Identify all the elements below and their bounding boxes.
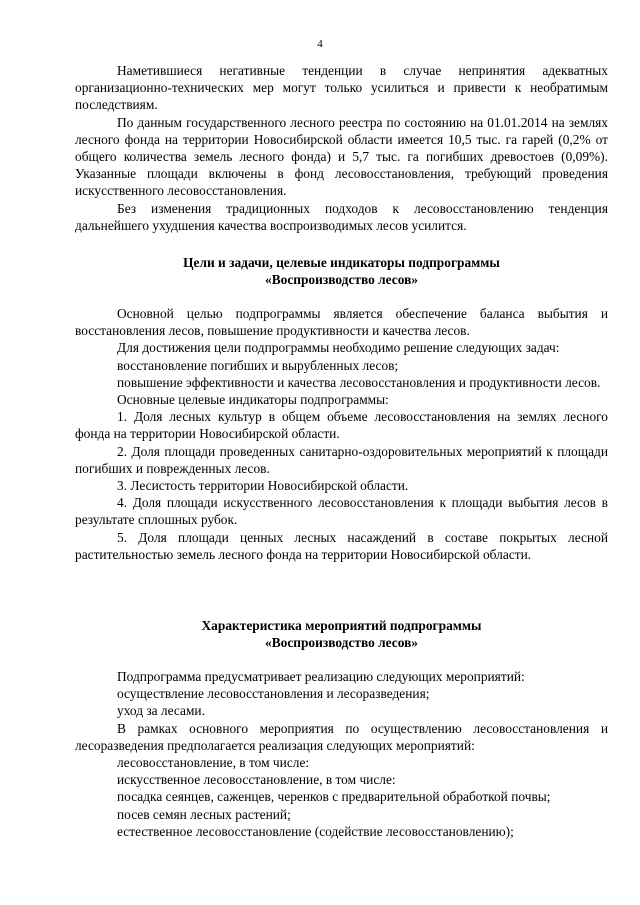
activities-intro: Подпрограмма предусматривает реализацию следующих мероприятий: [117, 669, 525, 684]
indicators-intro: Основные целевые индикаторы подпрограммы: [117, 392, 389, 408]
intro-paragraph-2: По данным государственного лесного реестра по состоянию на 01.01.2014 на землях лесного фонда на территории Новосибирской области имеется 10,5 тыс. га гарей (0,2% от общего количества земель лесного фонда) и 5,7 тыс. га погибших древостоев (0,09%). Указанные площади включены в фонд лесовосстановления, требующий проведения искусственного лесовосстановления. [75, 114, 608, 199]
section-goals-body [75, 305, 608, 563]
goal-paragraph: Основной целью подпрограммы является обеспечение баланса выбытия и восстановления лесов, повышение продуктивности и качества лесов. [75, 306, 608, 339]
sub-activity-5: естественное лесовосстановление (содействие лесовосстановлению); [117, 823, 514, 839]
indicator-item-5: 5. Доля площади ценных лесных насаждений в составе покрытых лесной растительностью земель лесного фонда на территории Новосибирской области. [75, 529, 608, 562]
intro-block [75, 62, 608, 234]
section-activities-title-line1: Характеристика мероприятий подпрограммы [201, 618, 482, 633]
sub-activity-1: лесовосстановление, в том числе: [117, 755, 310, 771]
page-number: 4 [317, 38, 323, 50]
main-activity-paragraph: В рамках основного мероприятия по осуществлению лесовосстановления и лесоразведения предполагается реализация следующих мероприятий: [75, 720, 608, 753]
section-activities-body [75, 668, 608, 840]
indicator-item-1: 1. Доля лесных культур в общем объеме лесовосстановления на землях лесного фонда на территории Новосибирской области. [75, 409, 608, 442]
sub-activity-2: искусственное лесовосстановление, в том числе: [117, 772, 396, 788]
activity-item-2: уход за лесами. [117, 703, 205, 719]
sub-activity-3: посадка сеянцев, саженцев, черенков с предварительной обработкой почвы; [117, 789, 551, 805]
section-goals-title-line1: Цели и задачи, целевые индикаторы подпрограммы [183, 255, 500, 270]
intro-paragraph-1: Наметившиеся негативные тенденции в случае непринятия адекватных организационно-технических мер могут только усилиться и привести к необратимым последствиям. [75, 63, 608, 113]
section-activities-heading [75, 617, 608, 651]
intro-paragraph-3: Без изменения традиционных подходов к лесовосстановлению тенденция дальнейшего ухудшения качества воспроизводимых лесов усилится. [75, 200, 608, 233]
sub-activity-4: посев семян лесных растений; [117, 806, 291, 822]
indicator-item-3: 3. Лесистость территории Новосибирской области. [117, 478, 409, 494]
tasks-intro-paragraph: Для достижения цели подпрограммы необходимо решение следующих задач: [117, 340, 560, 356]
task-item-1: восстановление погибших и вырубленных лесов; [117, 357, 399, 373]
indicator-item-4: 4. Доля площади искусственного лесовосстановления к площади выбытия лесов в результате сплошных рубок. [75, 495, 608, 528]
activity-item-1: осуществление лесовосстановления и лесоразведения; [117, 686, 430, 702]
section-goals-heading [75, 254, 608, 288]
section-activities-title-line2: «Воспроизводство лесов» [265, 635, 418, 651]
section-goals-title-line2: «Воспроизводство лесов» [265, 272, 418, 288]
indicator-item-2: 2. Доля площади проведенных санитарно-оздоровительных мероприятий к площади погибших и поврежденных лесов. [75, 443, 608, 476]
task-item-2: повышение эффективности и качества лесовосстановления и продуктивности лесов. [117, 374, 601, 390]
